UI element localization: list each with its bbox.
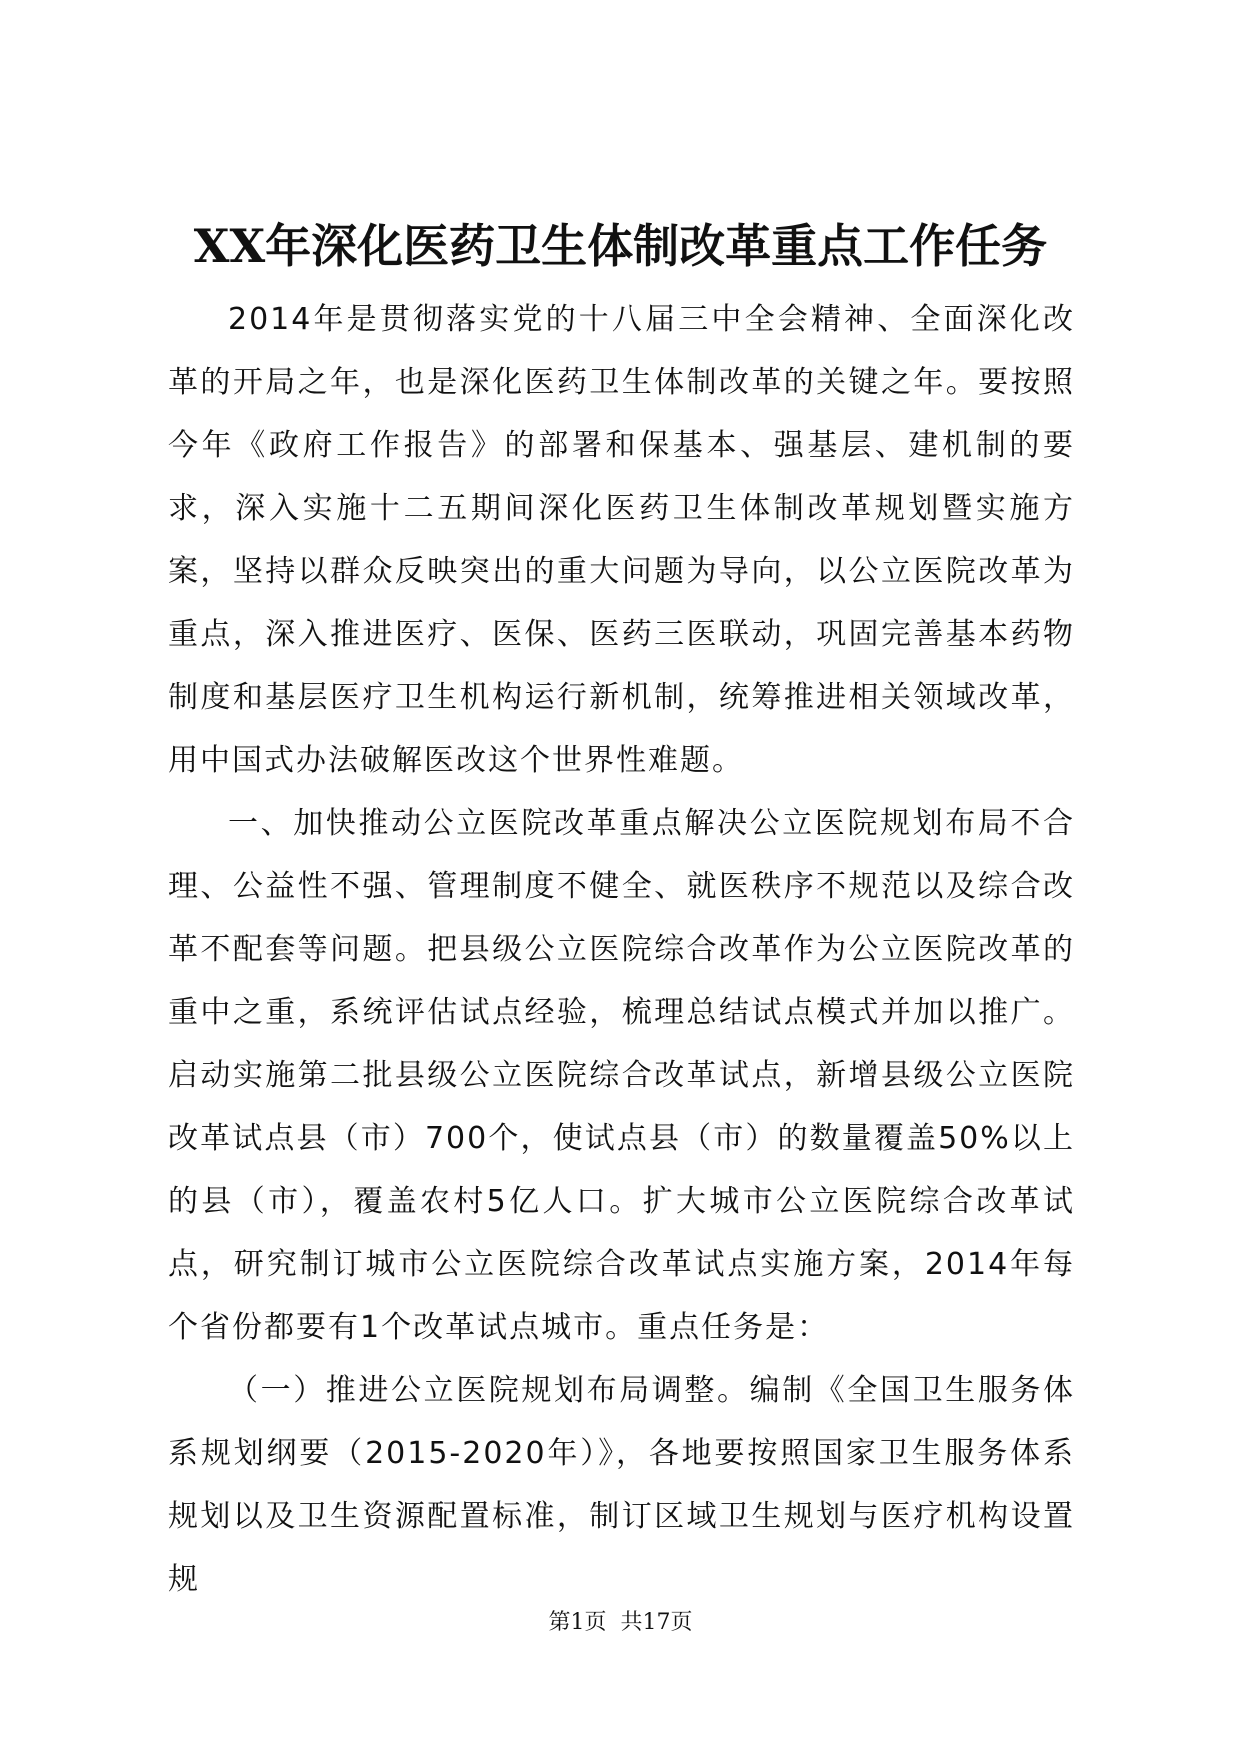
paragraph-intro: 2014年是贯彻落实党的十八届三中全会精神、全面深化改革的开局之年，也是深化医药卫生体制改革的关键之年。要按照今年《政府工作报告》的部署和保基本、强基层、建机制的要求，深入实施十二五期间深化医药卫生体制改革规划暨实施方案，坚持以群众反映突出的重大问题为导向，以公立医院改革为重点，深入推进医疗、医保、医药三医联动，巩固完善基本药物制度和基层医疗卫生机构运行新机制，统筹推进相关领域改革，用中国式办法破解医改这个世界性难题。: [168, 302, 1075, 778]
total-pages: 共17页: [620, 1610, 693, 1635]
paragraph-subsection-one: （一）推进公立医院规划布局调整。编制《全国卫生服务体系规划纲要（2015-2020年）》，各地要按照国家卫生服务体系规划以及卫生资源配置标准，制订区域卫生规划与医疗机构设置规: [168, 1373, 1075, 1597]
page-number: 第1页: [548, 1610, 607, 1635]
document-body: [168, 288, 1075, 1611]
paragraph-section-one: 一、加快推动公立医院改革重点解决公立医院规划布局不合理、公益性不强、管理制度不健全、就医秩序不规范以及综合改革不配套等问题。把县级公立医院综合改革作为公立医院改革的重中之重，系统评估试点经验，梳理总结试点模式并加以推广。启动实施第二批县级公立医院综合改革试点，新增县级公立医院改革试点县（市）700个，使试点县（市）的数量覆盖50%以上的县（市），覆盖农村5亿人口。扩大城市公立医院综合改革试点，研究制订城市公立医院综合改革试点实施方案，2014年每个省份都要有1个改革试点城市。重点任务是：: [168, 806, 1075, 1345]
page-footer: [0, 1608, 1241, 1638]
document-title: XX年深化医药卫生体制改革重点工作任务: [193, 219, 1048, 273]
